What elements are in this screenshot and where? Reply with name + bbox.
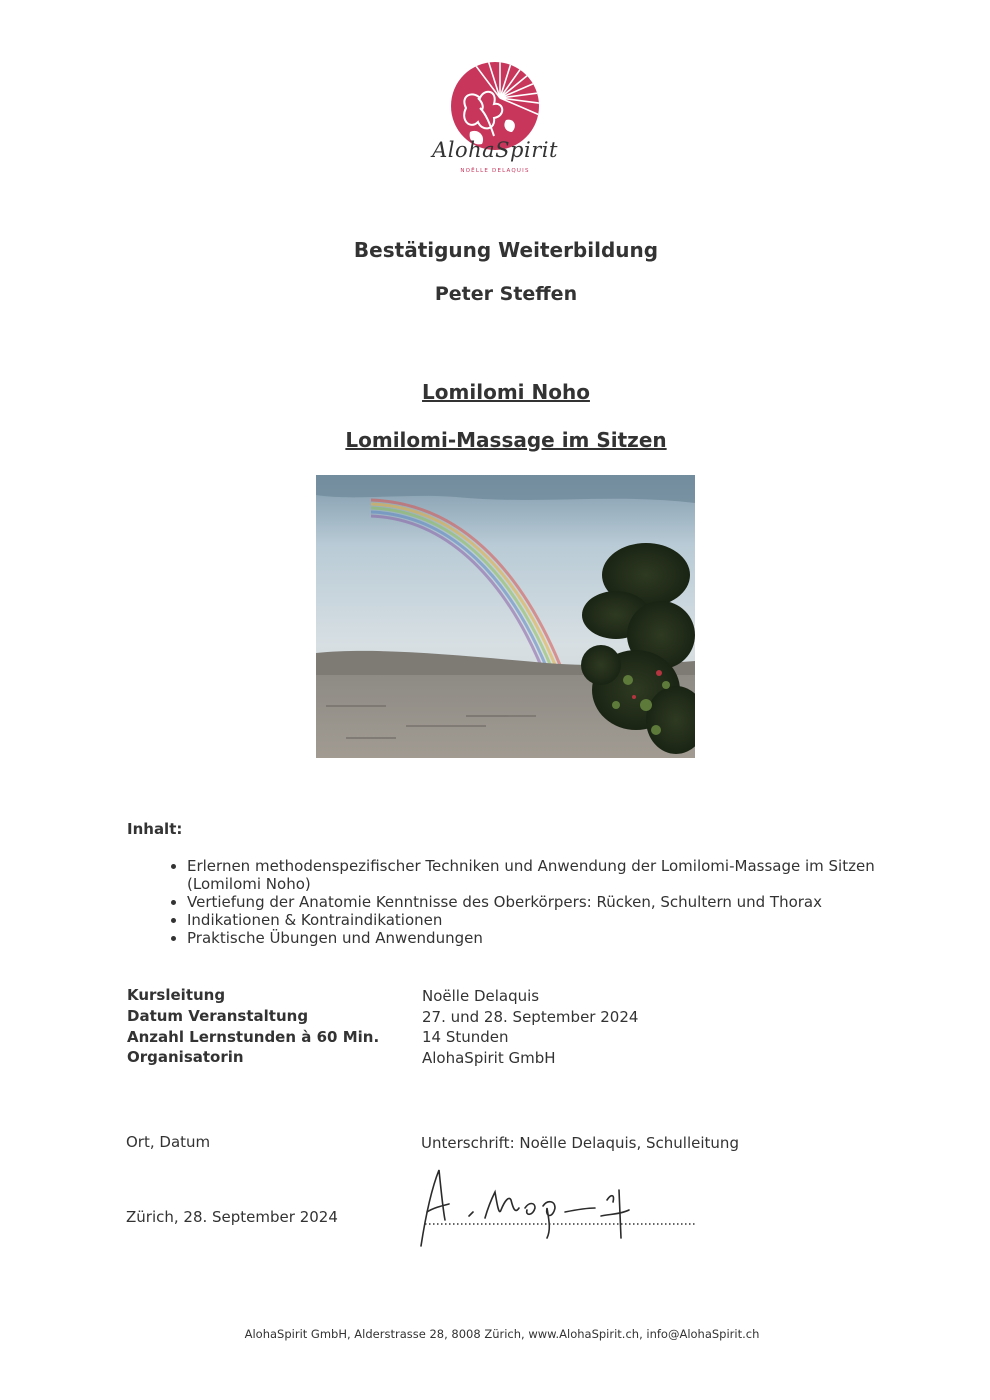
detail-label-date: Datum Veranstaltung — [127, 1007, 309, 1025]
course-name: Lomilomi Noho — [422, 380, 590, 404]
list-item: • Vertiefung der Anatomie Kenntnisse des Oberkörpers: Rücken, Schultern und Thorax — [187, 893, 947, 911]
detail-label-hours: Anzahl Lernstunden à 60 Min. — [127, 1028, 380, 1046]
logo-sub-text: NOËLLE DELAQUIS — [460, 168, 530, 174]
list-item: • Erlernen methodenspezifischer Techniken und Anwendung der Lomilomi-Massage im Sitzen (Lomilomi Noho) — [187, 857, 947, 893]
course-subtitle: Lomilomi-Massage im Sitzen — [345, 428, 667, 452]
detail-value-hours: 14 Stunden — [422, 1028, 509, 1046]
place-date-value: Zürich, 28. September 2024 — [126, 1208, 338, 1226]
handwritten-signature-icon — [415, 1160, 705, 1252]
list-item: • Indikationen & Kontraindikationen — [187, 911, 947, 929]
detail-value-instructor: Noëlle Delaquis — [422, 987, 540, 1005]
detail-value-date: 27. und 28. September 2024 — [422, 1008, 639, 1026]
certificate-title: Bestätigung Weiterbildung — [353, 238, 659, 262]
participant-name: Peter Steffen — [434, 283, 578, 305]
detail-value-organizer: AlohaSpirit GmbH — [422, 1049, 556, 1067]
content-list — [148, 857, 947, 947]
list-item: • Praktische Übungen und Anwendungen — [187, 929, 947, 947]
detail-label-instructor: Kursleitung — [127, 986, 226, 1004]
footer-address: AlohaSpirit GmbH, Alderstrasse 28, 8008 Zürich, www.AlohaSpirit.ch, info@AlohaSpirit.ch — [244, 1327, 760, 1341]
signature-label: Unterschrift: Noëlle Delaquis, Schulleitung — [421, 1134, 739, 1152]
logo-brand-text: AlohaSpirit — [432, 138, 558, 162]
rainbow-landscape-photo-icon — [316, 475, 695, 758]
place-date-label: Ort, Datum — [126, 1133, 211, 1151]
detail-label-organizer: Organisatorin — [127, 1048, 244, 1066]
content-label: Inhalt: — [127, 820, 183, 838]
